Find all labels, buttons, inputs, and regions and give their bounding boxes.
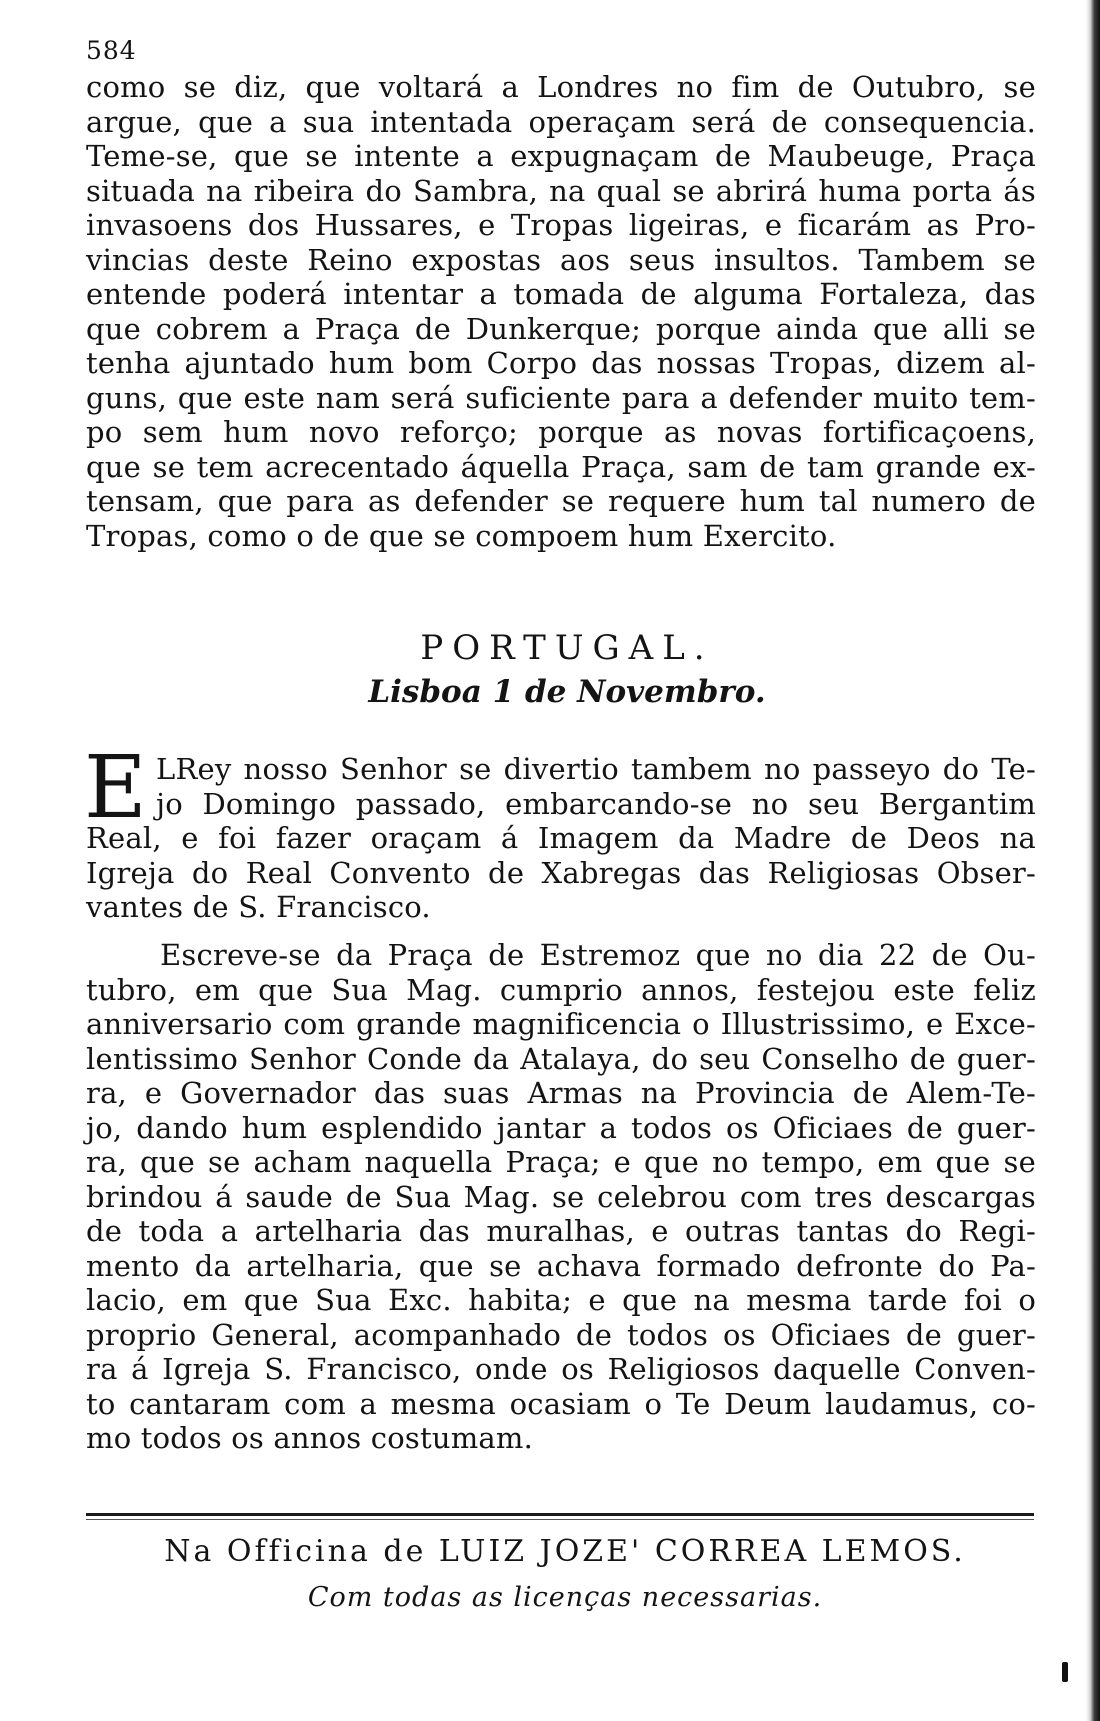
text-line: mento da artelharia, que se achava formado defronte do Pa-	[86, 1248, 1036, 1283]
text-line: de toda a artelharia das muralhas, e outras tantas do Regi-	[86, 1214, 1036, 1248]
text-line: que se tem acrecentado áquella Praça, sam de tam grande ex-	[86, 449, 1036, 484]
divider-rule	[86, 1513, 1034, 1516]
printer-imprint: Na Officina de LUIZ JOZE' CORREA LEMOS.	[164, 1534, 966, 1569]
text-line: mo todos os annos costumam.	[86, 1421, 533, 1455]
license-note: Com todas as licenças necessarias.	[307, 1582, 823, 1613]
article-continuation	[86, 70, 1036, 553]
section-title: PORTUGAL.	[420, 628, 714, 668]
text-line: como se diz, que voltará a Londres no fim de Outubro, se	[86, 70, 1036, 104]
text-line: invasoens dos Hussares, e Tropas ligeiras, e ficarám as Pro-	[86, 208, 1036, 242]
text-line: argue, que a sua intentada operaçam será de consequencia.	[86, 104, 1036, 139]
section-dateline: Lisboa 1 de Novembro.	[368, 674, 766, 710]
text-line: ra, que se acham naquella Praça; e que no tempo, em que se	[86, 1145, 1036, 1179]
text-line: to cantaram com a mesma ocasiam o Te Deum laudamus, co-	[86, 1386, 1036, 1421]
divider-rule-thin	[86, 1519, 1034, 1520]
paragraph-king-outing	[86, 752, 1036, 925]
text-line: vantes de S. Francisco.	[86, 890, 431, 924]
edge-mark	[1062, 1662, 1068, 1682]
text-line: situada na ribeira do Sambra, na qual se abrirá huma porta ás	[86, 173, 1036, 208]
text-line: tenha ajuntado hum bom Corpo das nossas Tropas, dizem al-	[86, 346, 1036, 380]
text-line: Igreja do Real Convento de Xabregas das Religiosas Obser-	[86, 855, 1036, 890]
text-line: Teme-se, que se intente a expugnaçam de Maubeuge, Praça	[86, 139, 1036, 173]
text-line: proprio General, acompanhado de todos os Oficiaes de guer-	[86, 1317, 1036, 1352]
text-line: Real, e foi fazer oraçam á Imagem da Madre de Deos na	[86, 821, 1036, 855]
text-line: entende poderá intentar a tomada de alguma Fortaleza, das	[86, 277, 1036, 311]
paragraph-estremoz	[86, 938, 1036, 1456]
text-line: jo Domingo passado, embarcando-se no seu Bergantim	[156, 786, 1036, 821]
drop-cap: E	[84, 738, 147, 838]
text-line: tubro, em que Sua Mag. cumprio annos, festejou este feliz	[86, 972, 1036, 1007]
text-line: ra á Igreja S. Francisco, onde os Religiosos daquelle Conven-	[86, 1352, 1036, 1386]
text-line: Tropas, como o de que se compoem hum Exercito.	[86, 518, 837, 553]
text-line: lacio, em que Sua Exc. habita; e que na mesma tarde foi o	[86, 1283, 1036, 1317]
page-number: 584	[86, 36, 137, 65]
text-line: po sem hum novo reforço; porque as novas fortificaçoens,	[86, 415, 1036, 449]
text-line: Escreve-se da Praça de Estremoz que no dia 22 de Ou-	[160, 938, 1036, 972]
text-line: anniversario com grande magnificencia o Illustrissimo, e Exce-	[86, 1007, 1036, 1041]
text-line: ra, e Governador das suas Armas na Provincia de Alem-Te-	[86, 1076, 1036, 1110]
text-line: brindou á saude de Sua Mag. se celebrou com tres descargas	[86, 1179, 1036, 1214]
text-line: que cobrem a Praça de Dunkerque; porque ainda que alli se	[86, 311, 1036, 346]
text-line: vincias deste Reino expostas aos seus insultos. Tambem se	[86, 242, 1036, 277]
text-line: tensam, que para as defender se requere hum tal numero de	[86, 484, 1036, 518]
binding-edge	[1086, 0, 1100, 1721]
text-line: LRey nosso Senhor se divertio tambem no passeyo do Te-	[156, 752, 1036, 786]
text-line: lentissimo Senhor Conde da Atalaya, do seu Conselho de guer-	[86, 1041, 1036, 1076]
text-line: jo, dando hum esplendido jantar a todos os Oficiaes de guer-	[86, 1110, 1036, 1145]
text-line: guns, que este nam será suficiente para a defender muito tem-	[86, 380, 1036, 415]
